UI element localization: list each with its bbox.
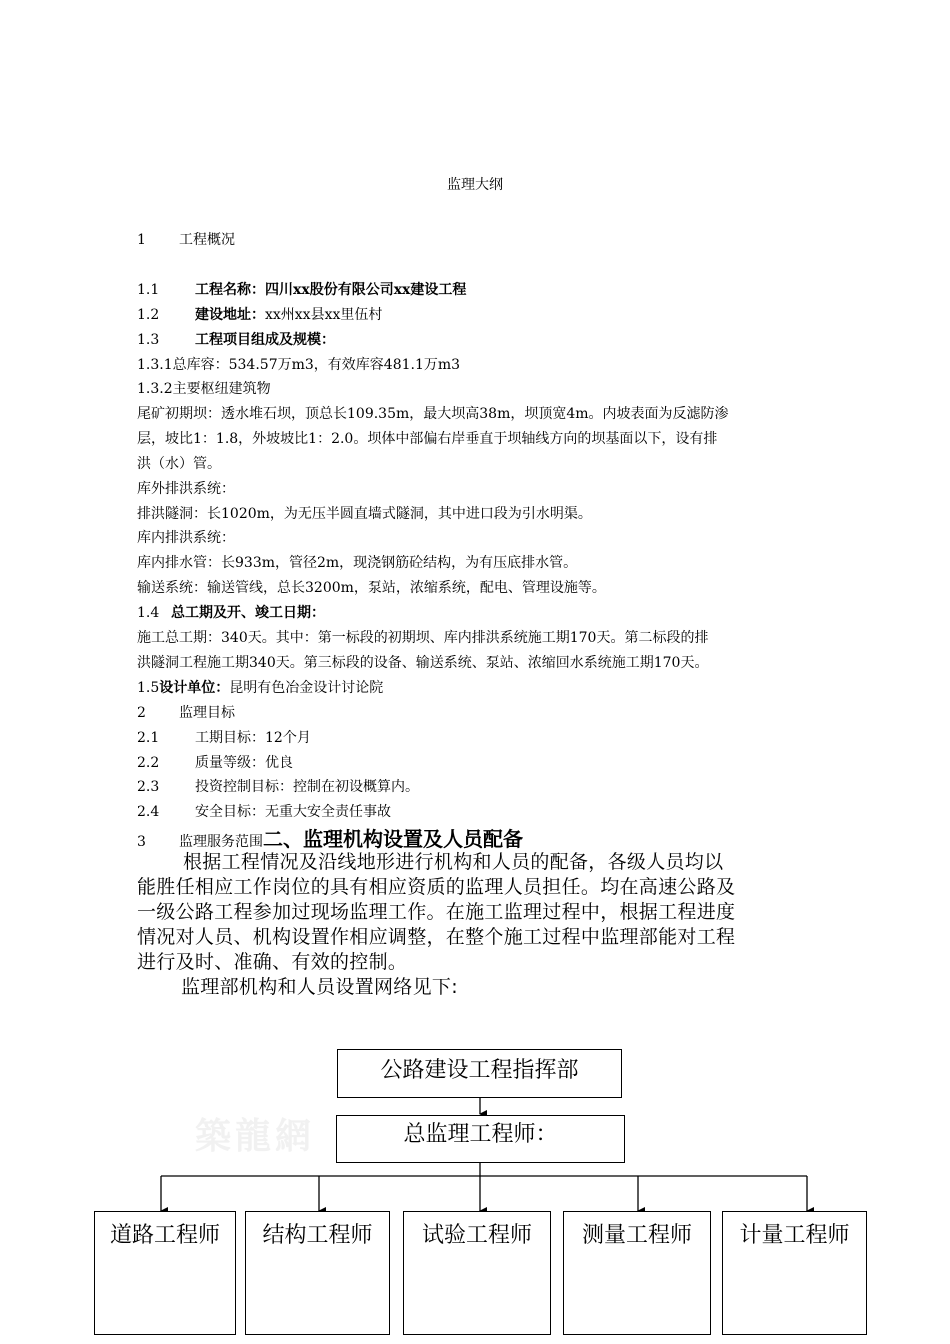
org-box-structure: 结构工程师 <box>245 1211 390 1335</box>
section-1-5: 1.5设计单位：昆明有色冶金设计讨论院 <box>137 680 384 696</box>
section-3: 3 监理服务范围二、监理机构设置及人员配备 <box>137 827 523 851</box>
org-box-survey: 测量工程师 <box>563 1211 711 1335</box>
section-2-1: 2.1 工期目标：12个月 <box>137 730 311 746</box>
transport: 输送系统：输送管线，总长3200m，泵站，浓缩系统，配电、管理设施等。 <box>137 580 606 596</box>
period-line: 施工总工期：340天。其中：第一标段的初期坝、库内排洪系统施工期170天。第二标段的排 <box>137 630 709 646</box>
section-1-4: 1.4 总工期及开、竣工日期： <box>137 605 325 621</box>
heading-2: 二、监理机构设置及人员配备 <box>263 827 523 851</box>
outer-flood: 库外排洪系统： <box>137 481 235 497</box>
tunnel: 排洪隧洞：长1020m，为无压半圆直墙式隧洞，其中进口段为引水明渠。 <box>137 506 592 522</box>
doc-title: 监理大纲 <box>447 177 503 193</box>
section-1: 1 工程概况 <box>137 232 235 248</box>
org-box-chief: 总监理工程师： <box>336 1115 625 1163</box>
section-2-2: 2.2 质量等级：优良 <box>137 755 293 771</box>
section-1-3-2: 1.3.2主要枢纽建筑物 <box>137 381 271 397</box>
org-box-road: 道路工程师 <box>94 1211 236 1335</box>
inner-flood: 库内排洪系统： <box>137 530 235 546</box>
dam-line: 洪（水）管。 <box>137 456 221 472</box>
org-box-top: 公路建设工程指挥部 <box>337 1049 622 1098</box>
org-box-testing: 试验工程师 <box>403 1211 551 1335</box>
section-1-3: 1.3 工程项目组成及规模： <box>137 332 335 348</box>
section-1-2: 1.2 建设地址：xx州xx县xx里伍村 <box>137 307 383 323</box>
section-1-1: 1.1 工程名称：四川xx股份有限公司xx建设工程 <box>137 282 467 298</box>
org-box-metering: 计量工程师 <box>722 1211 867 1335</box>
section-2-3: 2.3 投资控制目标：控制在初设概算内。 <box>137 779 419 795</box>
dam-line: 尾矿初期坝：透水堆石坝，顶总长109.35m，最大坝高38m，坝顶宽4m。内坡表面为反滤防渗 <box>137 406 729 422</box>
inner-pipe: 库内排水管：长933m，管径2m，现浇钢筋砼结构，为有压底排水管。 <box>137 555 578 571</box>
section-2-4: 2.4 安全目标：无重大安全责任事故 <box>137 804 391 820</box>
org-intro: 监理部机构和人员设置网络见下: <box>181 976 458 998</box>
section-1-3-1: 1.3.1总库容：534.57万m3，有效库容481.1万m3 <box>137 357 461 373</box>
section-2: 2 监理目标 <box>137 705 235 721</box>
dam-line: 层，坡比1：1.8，外坡坡比1：2.0。坝体中部偏右岸垂直于坝轴线方向的坝基面以下，设有排 <box>137 431 718 447</box>
body-paragraph: 根据工程情况及沿线地形进行机构和人员的配备，各级人员均以 能胜任相应工作岗位的具有相应资质的监理人员担任。均在高速公路及 一级公路工程参加过现场监理工作。在施工监理过程中，根据工程进度 情况对人员、机构设置作相应调整，在整个施工过程中监理部能对工程 进行及时、准确、有效的控制。 监理部机构和人员设置网络见下: <box>137 850 837 1000</box>
period-line: 洪隧洞工程施工期340天。第三标段的设备、输送系统、泵站、浓缩回水系统施工期170天。 <box>137 655 709 671</box>
watermark: 築龍網 <box>195 1115 316 1157</box>
